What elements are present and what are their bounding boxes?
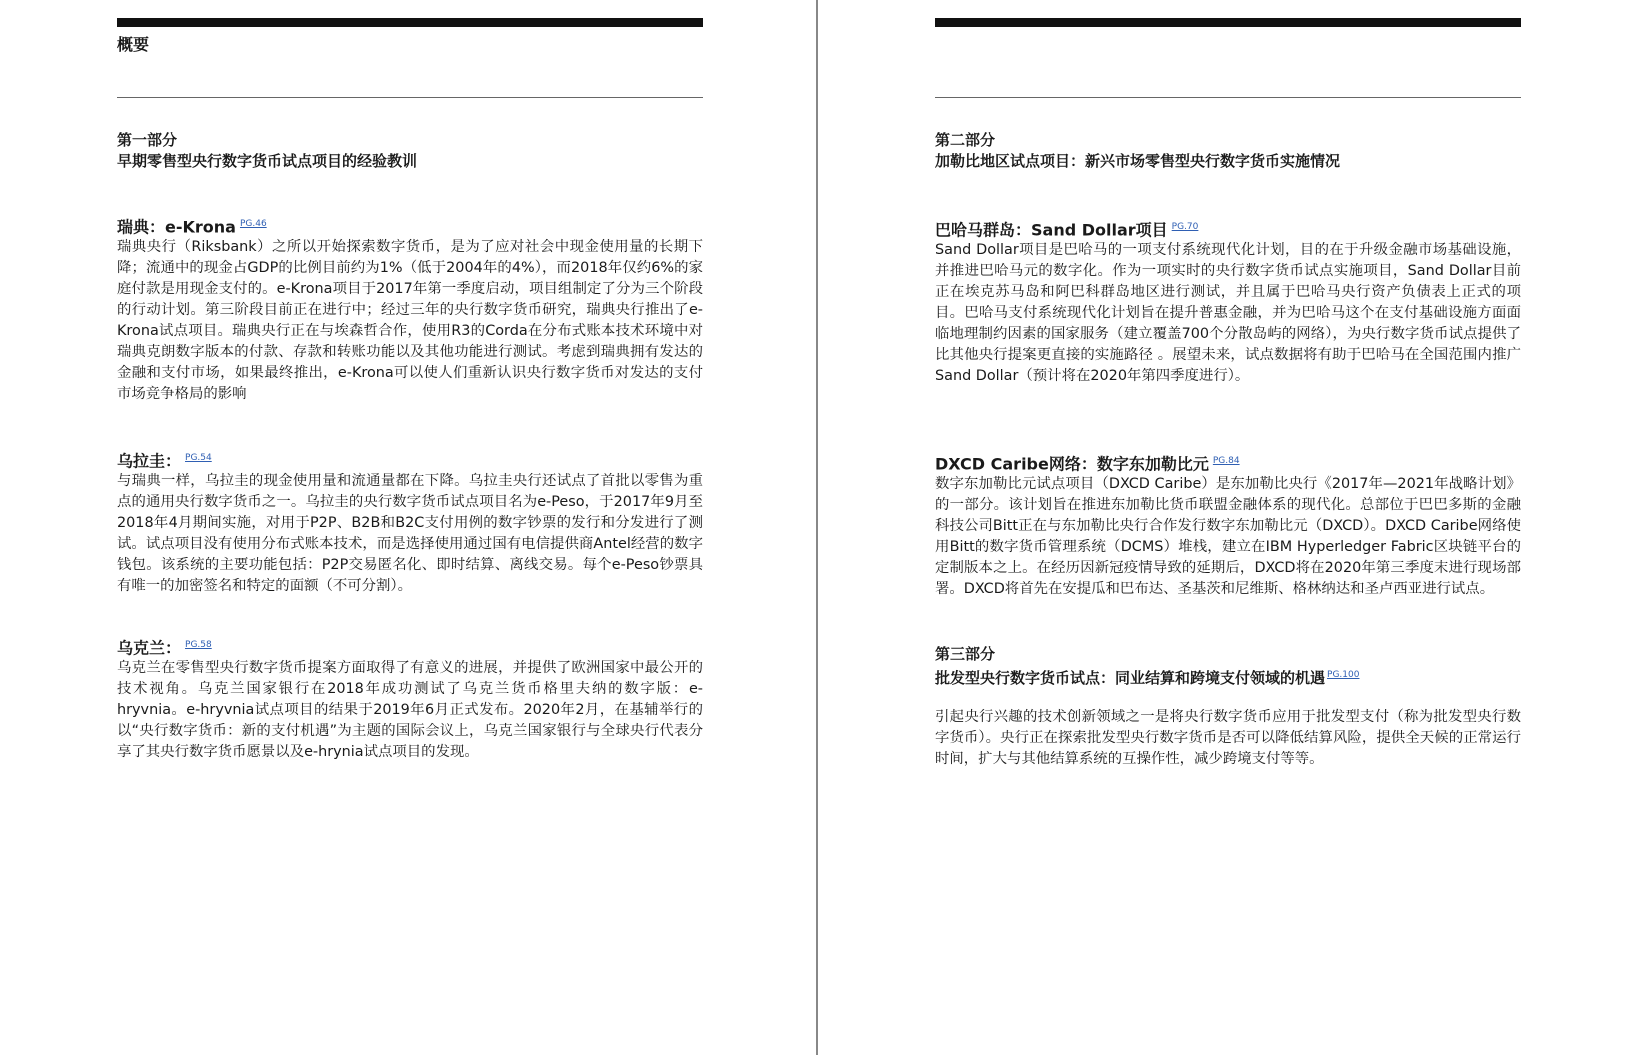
section-uruguay-heading xyxy=(117,447,212,472)
part1-subtitle: 早期零售型央行数字货币试点项目的经验教训 xyxy=(117,152,418,170)
page-link-part3[interactable]: PG.100 xyxy=(1327,670,1360,680)
part3-subtitle: 批发型央行数字货币试点：同业结算和跨境支付领域的机遇 xyxy=(935,669,1326,687)
section-sweden-heading xyxy=(117,213,267,238)
section-ukraine-body: 乌克兰在零售型央行数字货币提案方面取得了有意义的进展，并提供了欧洲国家中最公开的技术视角。乌克兰国家银行在2018年成功测试了乌克兰货币格里夫纳的数字版：e-hryvnia。e-hryvnia试点项目的结果于2019年6月正式发布。2020年2月，在基辅举行的以“央行数字货币：新的支付机遇”为主题的国际会议上，乌克兰国家银行与全球央行代表分享了其央行数字货币愿景以及e-hrynia试点项目的发现。 xyxy=(117,660,703,760)
part3-subtitle-wrap xyxy=(935,665,1359,688)
part2-subtitle: 加勒比地区试点项目：新兴市场零售型央行数字货币实施情况 xyxy=(935,152,1341,170)
page-link-dxcd[interactable]: PG.84 xyxy=(1212,456,1240,466)
page-link-bahamas[interactable]: PG.70 xyxy=(1171,222,1199,232)
section-uruguay-body: 与瑞典一样，乌拉圭的现金使用量和流通量都在下降。乌拉圭央行还试点了首批以零售为重点的通用央行数字货币之一。乌拉圭的央行数字货币试点项目名为e-Peso，于2017年9月至2018年4月期间实施，对用于P2P、B2B和B2C支付用例的数字钞票的发行和分发进行了测试。试点项目没有使用分布式账本技术，而是选择使用通过国有电信提供商Antel经营的数字钱包。该系统的主要功能包括：P2P交易匿名化、即时结算、离线交易。每个e-Peso钞票具有唯一的加密签名和特定的面额（不可分割）。 xyxy=(117,473,703,594)
part2-label: 第二部分 xyxy=(935,131,996,149)
section-bahamas-heading xyxy=(935,216,1198,241)
page-link-sweden[interactable]: PG.46 xyxy=(239,219,267,229)
section-uruguay-title: 乌拉圭： xyxy=(117,451,182,471)
part1-label: 第一部分 xyxy=(117,131,178,149)
page-link-uruguay[interactable]: PG.54 xyxy=(185,453,212,463)
left-top-bar xyxy=(117,18,703,27)
page-link-ukraine[interactable]: PG.58 xyxy=(185,640,212,650)
section-sweden-body: 瑞典央行（Riksbank）之所以开始探索数字货币，是为了应对社会中现金使用量的长期下降；流通中的现金占GDP的比例目前约为1%（低于2004年的4%），而2018年仅约6%的家庭付款是用现金支付的。e-Krona项目于2017年第一季度启动，项目组制定了分为三个阶段的行动计划。第三阶段目前正在进行中；经过三年的央行数字货币研究，瑞典央行推出了e-Krona试点项目。瑞典央行正在与埃森哲合作，使用R3的Corda在分布式账本技术环境中对瑞典克朗数字版本的付款、存款和转账功能以及其他功能进行测试。考虑到瑞典拥有发达的金融和支付市场，如果最终推出，e-Krona可以使人们重新认识央行数字货币对发达的支付市场竞争格局的影响 xyxy=(117,239,703,402)
section-dxcd-body: 数字东加勒比元试点项目（DXCD Caribe）是东加勒比央行《2017年—2021年战略计划》的一部分。该计划旨在推进东加勒比货币联盟金融体系的现代化。总部位于巴巴多斯的金融科技公司Bitt正在与东加勒比央行合作发行数字东加勒比元（DXCD）。DXCD Caribe网络使用Bitt的数字货币管理系统（DCMS）堆栈，建立在IBM Hyperledger Fabric区块链平台的定制版本之上。在经历因新冠疫情导致的延期后，DXCD将在2020年第三季度末进行现场部署。DXCD将首先在安提瓜和巴布达、圣基茨和尼维斯、格林纳达和圣卢西亚进行试点。 xyxy=(935,476,1521,597)
page-divider xyxy=(816,0,818,1055)
section-ukraine-heading xyxy=(117,634,212,659)
section-bahamas-body: Sand Dollar项目是巴哈马的一项支付系统现代化计划，目的在于升级金融市场基础设施，并推进巴哈马元的数字化。作为一项实时的央行数字货币试点实施项目，Sand Dollar目前正在埃克苏马岛和阿巴科群岛地区进行测试，并且属于巴哈马央行资产负债表上正式的项目。巴哈马支付系统现代化计划旨在提升普惠金融，并为巴哈马这个在支付基础设施方面面临地理制约因素的国家服务（建立覆盖700个分散岛屿的网络），为央行数字货币试点提供了比其他央行提案更直接的实施路径 。展望未来，试点数据将有助于巴哈马在全国范围内推广Sand Dollar（预计将在2020年第四季度进行）。 xyxy=(935,242,1521,384)
section-sweden-title: 瑞典：e-Krona xyxy=(117,217,236,237)
right-top-bar xyxy=(935,18,1521,27)
part3-body: 引起央行兴趣的技术创新领域之一是将央行数字货币应用于批发型支付（称为批发型央行数字货币）。央行正在探索批发型央行数字货币是否可以降低结算风险，提供全天候的正常运行时间，扩大与其他结算系统的互操作性，减少跨境支付等等。 xyxy=(935,709,1521,767)
left-rule xyxy=(117,97,703,98)
section-dxcd-heading xyxy=(935,450,1240,475)
page-title: 概要 xyxy=(117,35,150,54)
section-bahamas-title: 巴哈马群岛：Sand Dollar项目 xyxy=(935,220,1168,240)
section-dxcd-title: DXCD Caribe网络：数字东加勒比元 xyxy=(935,454,1209,474)
right-rule xyxy=(935,97,1521,98)
part3-label: 第三部分 xyxy=(935,645,996,663)
section-ukraine-title: 乌克兰： xyxy=(117,638,182,658)
